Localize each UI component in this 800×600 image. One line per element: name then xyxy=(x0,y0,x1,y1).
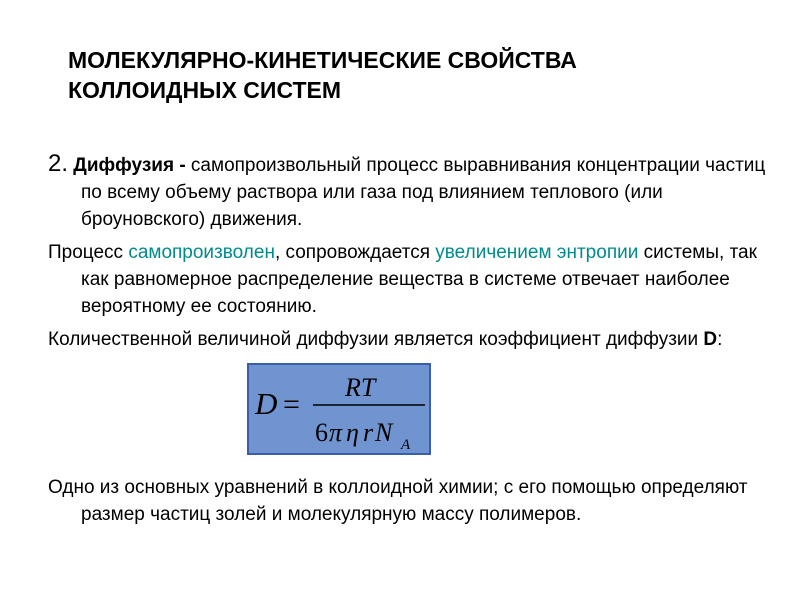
text-segment: , сопровождается xyxy=(274,242,436,263)
item-number: 2. xyxy=(48,150,69,177)
highlight-entropy: увеличением энтропии xyxy=(435,242,639,263)
formula-subscript: A xyxy=(401,437,411,453)
definition-text: самопроизвольный процесс выравнивания концентрации частиц по всему объему раствора или газа под влиянием теплового (или броуновского) движения. xyxy=(81,155,766,230)
title-line-1: МОЛЕКУЛЯРНО-КИНЕТИЧЕСКИЕ СВОЙСТВА xyxy=(68,47,577,73)
paragraph-spontaneity xyxy=(48,239,768,320)
colon: : xyxy=(717,329,723,350)
text-segment: системы, так как равномерное распределение вещества в системе отвечает наиболее вероятному ее состоянию. xyxy=(81,242,757,317)
text-segment: Процесс xyxy=(48,242,129,263)
formula-svg xyxy=(249,365,429,453)
main-equation-text: Одно из основных уравнений в коллоидной химии; с его помощью определяют размер частиц золей и молекулярную массу полимеров. xyxy=(48,477,748,525)
formula-eta: η xyxy=(346,418,359,447)
symbol-d: D xyxy=(703,329,718,350)
slide-body xyxy=(48,150,768,359)
highlight-spontaneous: самопроизволен xyxy=(128,242,275,263)
formula-pi: π xyxy=(329,418,343,447)
formula-equals: = xyxy=(283,388,300,421)
term-diffusion: Диффузия - xyxy=(73,155,186,176)
paragraph-coefficient xyxy=(48,326,768,353)
title-line-2: КОЛЛОИДНЫХ СИСТЕМ xyxy=(68,77,342,103)
paragraph-main-equation xyxy=(48,474,768,534)
formula-n: N xyxy=(375,418,393,447)
formula-lhs: D xyxy=(255,386,278,421)
formula-box xyxy=(247,363,431,455)
formula-r: r xyxy=(363,418,374,447)
formula-numerator: RT xyxy=(345,373,376,402)
coefficient-text: Количественной величиной диффузии является коэффициент диффузии xyxy=(48,329,704,350)
slide-title xyxy=(68,45,748,105)
paragraph-diffusion-definition xyxy=(48,150,768,233)
formula-coef: 6 xyxy=(315,418,328,447)
